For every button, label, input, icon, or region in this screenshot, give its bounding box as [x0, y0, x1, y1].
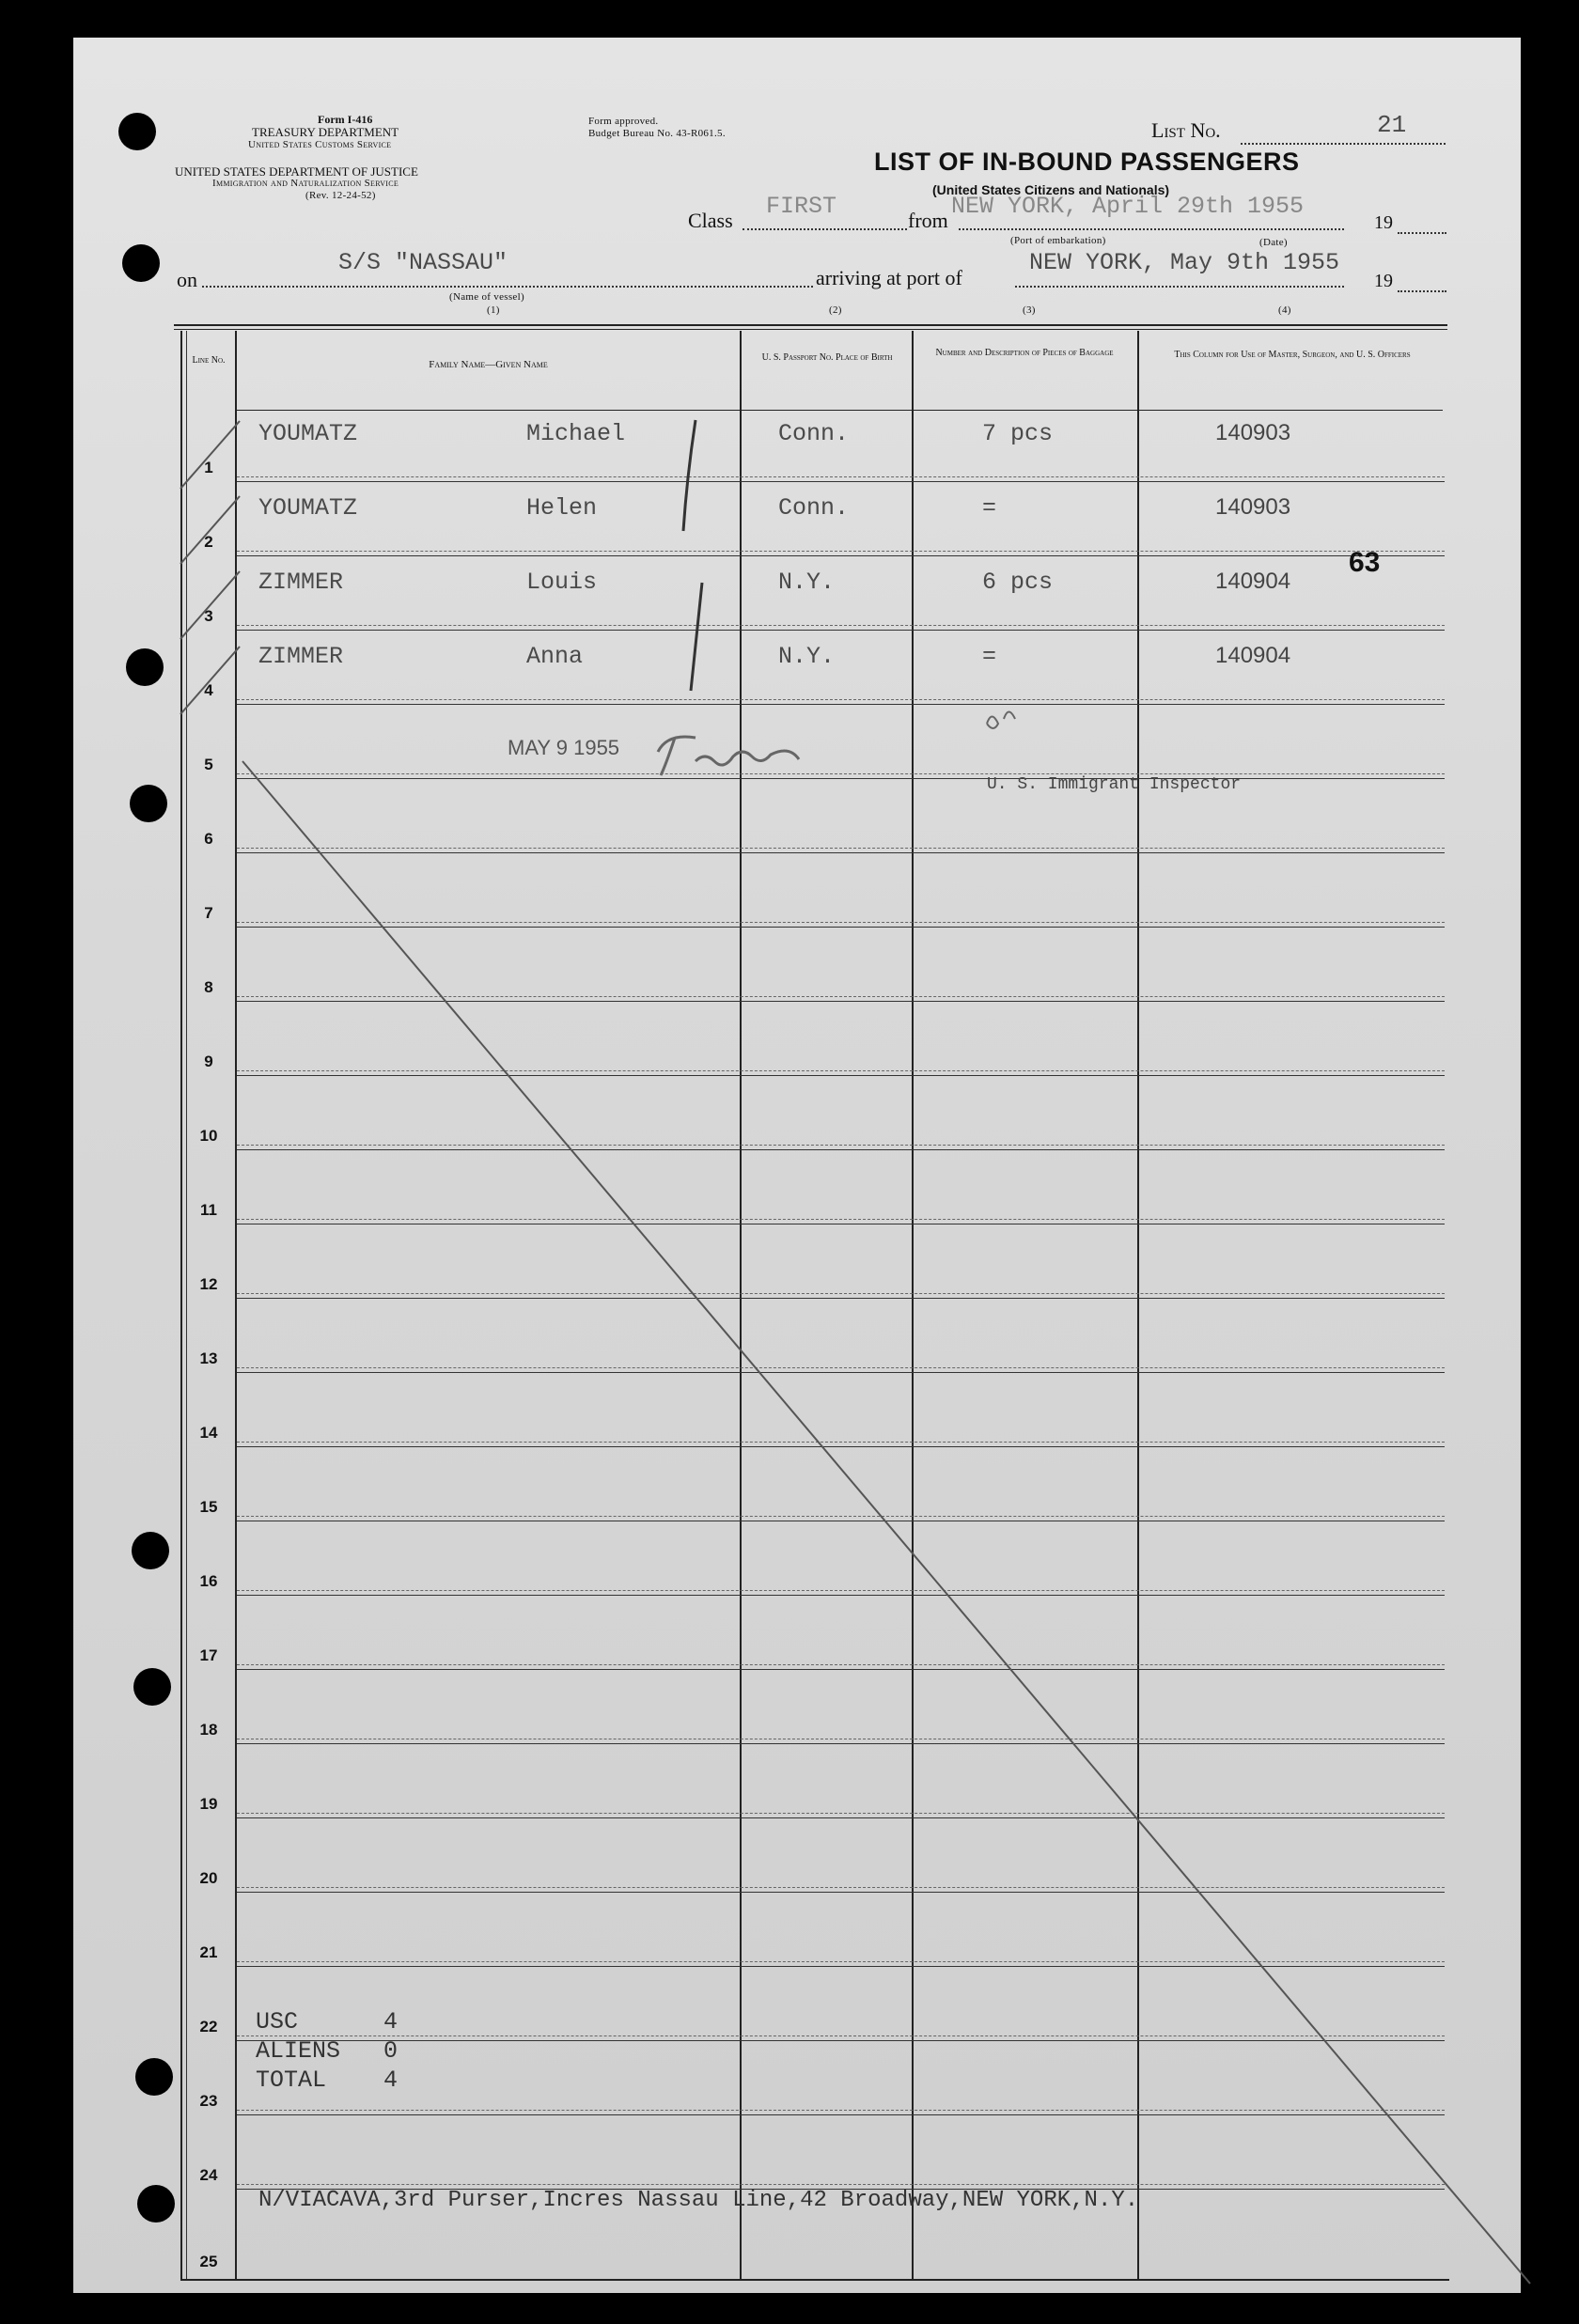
officer-code: 140904 — [1215, 569, 1291, 594]
family-name: YOUMATZ — [258, 494, 358, 522]
baggage-count: = — [982, 643, 997, 670]
line-number: 22 — [199, 2018, 218, 2035]
date-caption: (Date) — [1259, 237, 1288, 248]
line-number: 9 — [204, 1053, 213, 1070]
header-baggage: Number and Description of Pieces of Baggage — [935, 348, 1114, 358]
baggage-count: 6 pcs — [982, 569, 1054, 596]
stamp-number: 63 — [1349, 547, 1381, 578]
line-number: 10 — [199, 1127, 218, 1145]
birth-place: N.Y. — [778, 569, 836, 596]
class-value: FIRST — [766, 193, 837, 220]
officer-code: 140903 — [1215, 420, 1291, 445]
line-number: 21 — [199, 1943, 218, 1961]
arrival-value: NEW YORK, May 9th 1955 — [1029, 249, 1340, 276]
on-label: on — [177, 268, 197, 291]
header-name: Family Name—Given Name — [429, 359, 548, 370]
given-name: Anna — [526, 643, 584, 670]
revision: (Rev. 12-24-52) — [305, 190, 376, 201]
given-name: Louis — [526, 569, 598, 596]
justice-dept: UNITED STATES DEPARTMENT OF JUSTICE — [175, 164, 418, 179]
header-officers: This Column for Use of Master, Surgeon, and U. S. Officers — [1174, 350, 1411, 360]
embarkation-value: NEW YORK, April 29th 1955 — [951, 193, 1305, 220]
purser-line: N/VIACAVA,3rd Purser,Incres Nassau Line,42 Broadway,NEW YORK,N.Y. — [258, 2188, 1139, 2213]
family-name: YOUMATZ — [258, 420, 358, 447]
line-number: 4 — [204, 681, 213, 699]
total-label: TOTAL — [256, 2067, 327, 2094]
line-number: 23 — [199, 2092, 218, 2110]
form-approved: Form approved. — [588, 116, 659, 127]
line-number: 2 — [204, 533, 213, 551]
form-title: LIST OF IN-BOUND PASSENGERS — [874, 148, 1300, 176]
customs-service: United States Customs Service — [248, 139, 392, 150]
line-number: 25 — [199, 2253, 218, 2270]
line-number: 18 — [199, 1721, 218, 1739]
baggage-count: 7 pcs — [982, 420, 1054, 447]
line-number: 12 — [199, 1275, 218, 1293]
from-label: from — [908, 209, 948, 232]
line-number: 20 — [199, 1869, 218, 1887]
given-name: Michael — [526, 420, 626, 447]
form-subtitle: (United States Citizens and Nationals) — [932, 182, 1170, 197]
line-number: 6 — [204, 830, 213, 848]
birth-place: N.Y. — [778, 643, 836, 670]
aliens-count: 0 — [383, 2037, 399, 2065]
line-number: 5 — [204, 756, 213, 773]
line-number: 11 — [200, 1201, 217, 1219]
year-prefix-2: 19 — [1374, 271, 1393, 291]
col-4-number: (4) — [1278, 304, 1291, 316]
line-number: 14 — [199, 1424, 218, 1442]
usc-label: USC — [256, 2008, 299, 2035]
class-label: Class — [688, 209, 733, 232]
birth-place: Conn. — [778, 494, 850, 522]
treasury-dept: TREASURY DEPARTMENT — [252, 125, 399, 139]
officer-code: 140903 — [1215, 494, 1291, 520]
header-passport: U. S. Passport No. Place of Birth — [761, 352, 893, 363]
vessel-name: S/S "NASSAU" — [338, 249, 508, 276]
line-number: 15 — [199, 1498, 218, 1516]
inspector-title: U. S. Immigrant Inspector — [987, 775, 1242, 794]
line-number: 17 — [199, 1646, 218, 1664]
list-number: 21 — [1377, 111, 1407, 139]
year-prefix: 19 — [1374, 212, 1393, 233]
arriving-label: arriving at port of — [816, 266, 962, 289]
given-name: Helen — [526, 494, 598, 522]
baggage-count: = — [982, 494, 997, 522]
line-number: 19 — [199, 1795, 218, 1813]
line-number: 7 — [204, 904, 213, 922]
officer-code: 140904 — [1215, 643, 1291, 668]
col-2-number: (2) — [829, 304, 842, 316]
port-embarkation-caption: (Port of embarkation) — [1010, 235, 1106, 246]
ins-service: Immigration and Naturalization Service — [212, 178, 399, 189]
form-number: Form I-416 — [318, 113, 373, 126]
header-line-no: Line No. — [192, 355, 226, 366]
date-stamp: MAY 9 1955 — [508, 736, 620, 759]
vessel-caption: (Name of vessel) — [449, 291, 524, 303]
list-no-label: List No. — [1151, 118, 1221, 142]
line-number: 16 — [199, 1572, 218, 1590]
line-number: 13 — [199, 1349, 218, 1367]
total-count: 4 — [383, 2067, 399, 2094]
aliens-label: ALIENS — [256, 2037, 341, 2065]
line-number: 24 — [199, 2166, 218, 2184]
col-3-number: (3) — [1023, 304, 1036, 316]
family-name: ZIMMER — [258, 569, 344, 596]
line-number: 8 — [204, 978, 213, 996]
budget-bureau: Budget Bureau No. 43-R061.5. — [588, 128, 726, 139]
col-1-number: (1) — [487, 304, 500, 316]
family-name: ZIMMER — [258, 643, 344, 670]
line-number: 3 — [204, 607, 213, 625]
usc-count: 4 — [383, 2008, 399, 2035]
birth-place: Conn. — [778, 420, 850, 447]
line-number: 1 — [204, 459, 213, 476]
